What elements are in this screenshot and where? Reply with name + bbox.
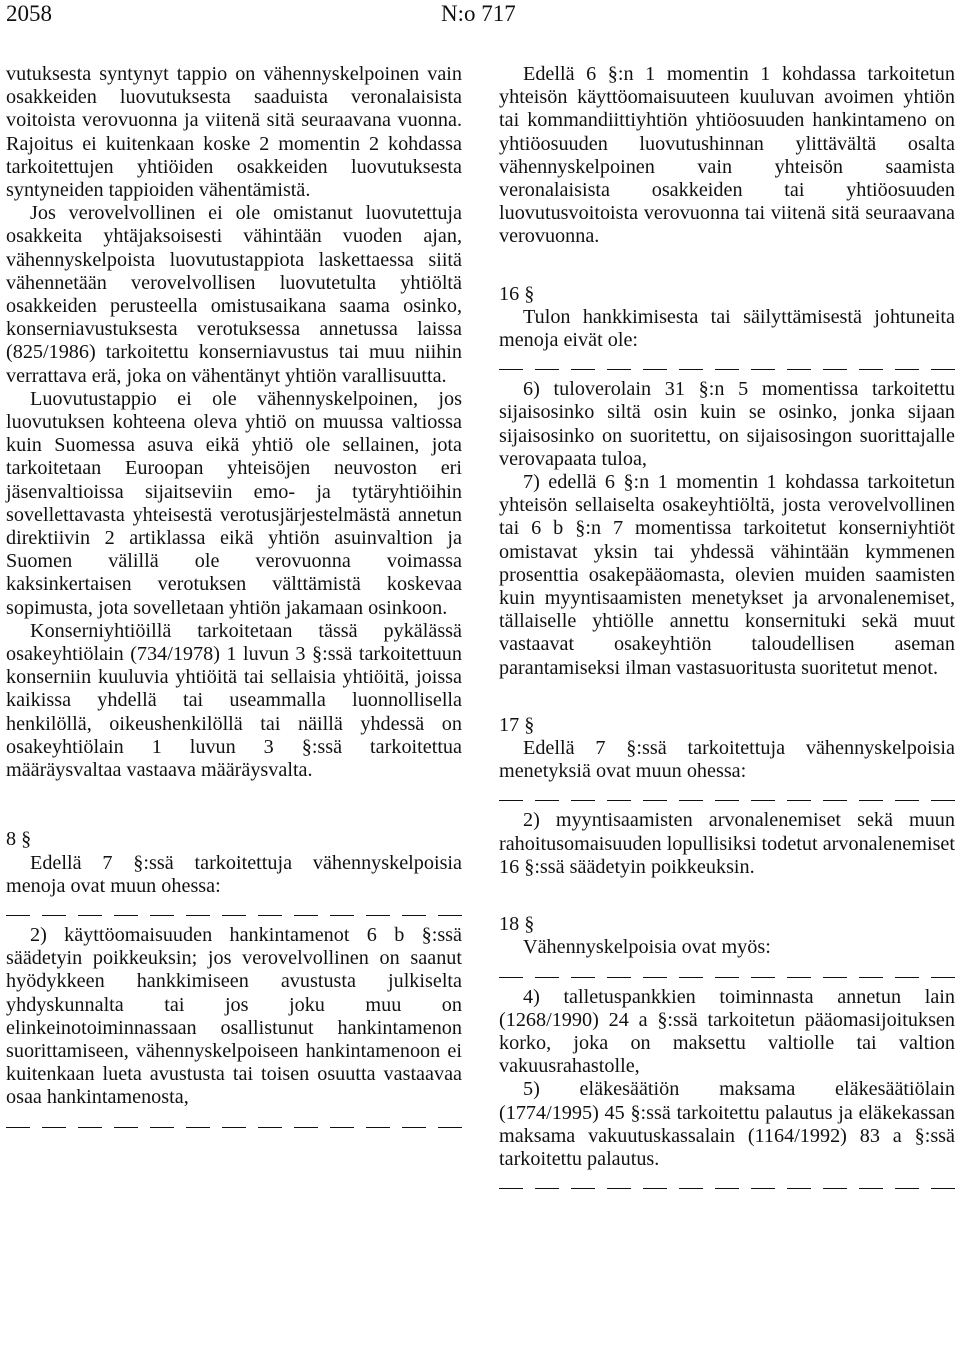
- list-item: 2) käyttöomaisuuden hankintamenot 6 b §:ssä säädetyin poikkeuksin; jos verovelvollinen on saanut hyödykkeen hankkimiseen avustusta julkiselta yhdyskunnalta tai jos joku muu on elinkeinotoiminnassaan osallistunut hankintamenon suorittamiseen, vähennyskelpoiseen hankintamenoon ei kuitenkaan lueta avustusta tai toisen osuutta vastaavaa osaa hankintamenosta,: [6, 923, 462, 1109]
- list-item: 4) talletuspankkien toiminnasta annetun lain (1268/1990) 24 a §:ssä tarkoitetun pääomasijoituksen korko, joka on maksettu valtiolle tai valtion vakuusrahastolle,: [499, 985, 955, 1078]
- omission-dashes: [6, 1116, 462, 1128]
- right-column: [499, 63, 955, 1197]
- paragraph: Jos verovelvollinen ei ole omistanut luovutettuja osakkeita yhtäjaksoisesti vähintään vuoden ajan, vähennyskelpoista luovutustappiota laskettaessa siitä vähennetään verovelvollisen luovutetulta yhtiöltä osakkeiden perusteella omistusaikana saama osinko, konserniavustuksesta verotuksessa annetussa laissa (825/1986) tarkoitettu konserniavustus tai muu niihin verrattava erä, joka on vähentänyt yhtiön varallisuutta.: [6, 202, 462, 387]
- section-intro: Vähennyskelpoisia ovat myös:: [523, 936, 771, 959]
- omission-dashes: [499, 966, 955, 978]
- omission-dashes: [499, 1177, 955, 1189]
- omission-dashes: [499, 358, 955, 370]
- section-intro: Tulon hankkimisesta tai säilyttämisestä johtuneita menoja eivät ole:: [499, 305, 955, 352]
- paragraph: Luovutustappio ei ole vähennyskelpoinen, jos luovutuksen kohteena oleva yhtiö on muussa valtiossa kuin Suomessa asuva eikä yhtiö ole sellainen, jota tarkoitetaan Euroopan yhteisöjen neuvoston eri jäsenvaltioissa sijaitseviin emo- ja tytäryhtiöihin sovellettavasta yhteisestä verotusjärjestelmästä annetun direktiivin 2 artiklassa eikä yhtiön asuinvaltion ja Suomen välillä ole verovuonna voimassa kaksinkertaisen verotuksen välttämistä koskevaa sopimusta, jota sovelletaan yhtiön jakamaan osinkoon.: [6, 387, 462, 619]
- paragraph: Edellä 6 §:n 1 momentin 1 kohdassa tarkoitetun yhteisön käyttöomaisuuteen kuuluvan avoimen yhtiön tai kommandiittiyhtiön yhtiöosuuden hankintameno on yhtiöosuuden luovutushinnan ylittävältä osalta vähennyskelpoinen vain yhteisön saamista veronalaisista osakkeiden tai yhtiöosuuden luovutusvoitoista verovuonna tai viitenä sitä seuraavana verovuonna.: [499, 63, 955, 248]
- paragraph: Konserniyhtiöillä tarkoitetaan tässä pykälässä osakeyhtiölain (734/1978) 1 luvun 3 §:ssä tarkoitettuun konserniin kuuluvia yhtiöitä tai sellaisia yhtiöitä, joissa kaikissa yhdellä tai useammalla luonnollisella henkilöllä, oikeushenkilöllä tai näillä yhdessä on osakeyhtiölain 1 luvun 3 §:ssä tarkoitettua määräysvaltaa vastaava määräysvalta.: [6, 619, 462, 782]
- paragraph-continuation: vutuksesta syntynyt tappio on vähennyskelpoinen vain osakkeiden luovutuksesta saaduista veronalaisista voitoista verovuonna ja viitenä sitä seuraavana vuonna. Rajoitus ei kuitenkaan koske 2 momentin 2 kohdassa tarkoitettujen yhtiöiden osakkeiden luovutuksesta syntyneiden tappioiden vähentämistä.: [6, 63, 462, 202]
- list-item: 2) myyntisaamisten arvonalenemiset sekä muun rahoitusomaisuuden lopullisiksi todetut arvonalenemiset 16 §:ssä säädetyin poikkeuksin.: [499, 809, 955, 878]
- omission-dashes: [499, 789, 955, 801]
- section-intro: Edellä 7 §:ssä tarkoitettuja vähennyskelpoisia menoja ovat muun ohessa:: [6, 851, 462, 897]
- left-column: [6, 63, 462, 1136]
- section-heading-16: 16 §: [499, 282, 535, 305]
- section-heading-8: 8 §: [6, 828, 32, 851]
- list-item: 7) edellä 6 §:n 1 momentin 1 kohdassa tarkoitetun yhteisön sellaiselta osakeyhtiöltä, josta verovelvollinen tai 6 b §:n 7 momentissa tarkoitetut konserniyhtiöt omistavat yksin tai yhdessä vähintään kymmenen prosenttia osakepääomasta, olevien muiden saamisten kuin myyntisaamisten menetykset ja arvonalenemiset, tällaiselle yhtiölle annettu konsernituki sekä muut vastaavat osakeyhtiön taloudellisen aseman parantamiseksi ilman vastasuoritusta suoritetut menot.: [499, 471, 955, 679]
- page-number: 2058: [6, 1, 52, 26]
- page-header: [6, 0, 946, 30]
- section-heading-17: 17 §: [499, 713, 535, 736]
- section-intro: Edellä 7 §:ssä tarkoitettuja vähennyskelpoisia menetyksiä ovat muun ohessa:: [499, 737, 955, 783]
- list-item: 6) tuloverolain 31 §:n 5 momentissa tarkoitettu sijaisosinko siltä osin kuin se osinko, jonka sijaan sijaisosinko on suoritettu, on sijaisosingon suorittajalle verovapaata tuloa,: [499, 378, 955, 470]
- omission-dashes: [6, 904, 462, 916]
- list-item: 5) eläkesäätiön maksama eläkesäätiölain (1774/1995) 45 §:ssä tarkoitettu palautus ja eläkekassan maksama vakuutuskassalain (1164/1992) 83 a §:ssä tarkoitettu palautus.: [499, 1078, 955, 1170]
- statute-number: N:o 717: [441, 1, 516, 26]
- section-heading-18: 18 §: [499, 913, 535, 936]
